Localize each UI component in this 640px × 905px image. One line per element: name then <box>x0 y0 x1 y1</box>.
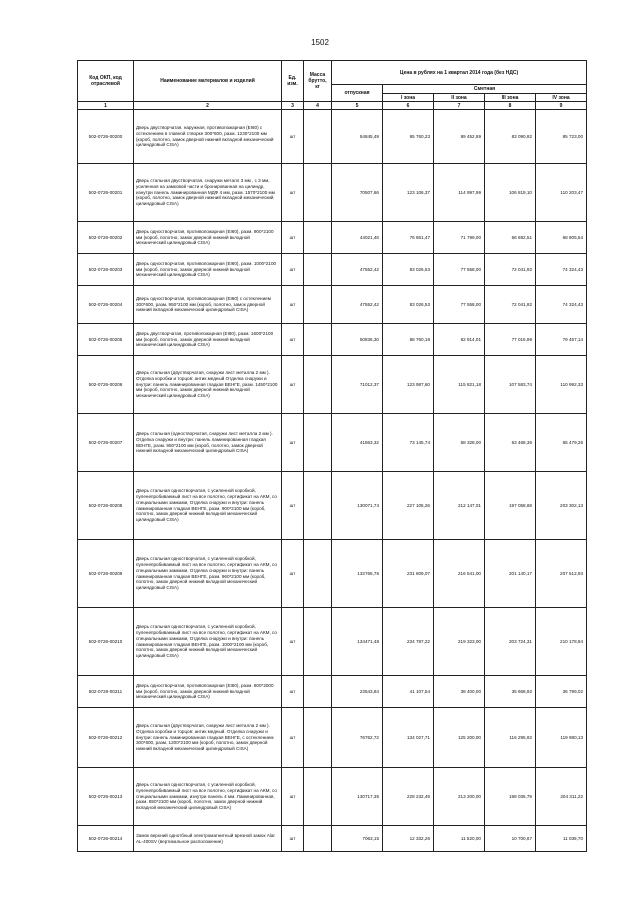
cell-name: Дверь двустворчатая, противопожарная (EI60), разм. 1600*2100 мм (короб, полотно, замок дверной нижний вкладной механический цилиндровый CISA) <box>134 324 282 356</box>
cell-code: 502-0726-00214 <box>78 826 134 852</box>
cell-z4: 36 799,02 <box>536 676 587 708</box>
cell-name: Дверь стальная (двустворчатая, снаружи лист металла 2 мм ). Отделка коробки и торцов: антик медный. Отделка снаружи и внутри: панель ламинированная гладкая ВЕНГЕ, с остеклением 300*600, разм. 1200*2100 мм (короб, полотно, замок дверной нижний вкладной механический цилиндровый CISA) <box>134 708 282 768</box>
table-row <box>78 414 587 472</box>
cell-z3: 72 041,92 <box>485 286 536 324</box>
cell-z4: 11 039,70 <box>536 826 587 852</box>
table-row <box>78 164 587 222</box>
cell-code: 502-0726-00206 <box>78 356 134 414</box>
cell-z3: 197 058,69 <box>485 472 536 540</box>
cell-unit: шт <box>282 414 304 472</box>
cell-z3: 63 468,36 <box>485 414 536 472</box>
cell-mass <box>304 164 332 222</box>
cell-release: 47552,42 <box>332 286 383 324</box>
header-zone-1: I зона <box>383 94 434 102</box>
cell-z2: 89 452,69 <box>434 110 485 164</box>
cell-z4: 65 479,26 <box>536 414 587 472</box>
cell-z3: 72 041,92 <box>485 254 536 286</box>
cell-release: 47552,42 <box>332 254 383 286</box>
cell-unit: шт <box>282 324 304 356</box>
cell-code: 502-0726-00202 <box>78 222 134 254</box>
header-release: отпускная <box>332 85 383 102</box>
cell-unit: шт <box>282 222 304 254</box>
cell-name: Дверь стальная одностворчатая, с усиленной коробкой, пуленепробиваемый лист на все полотно, сертификат на АКМ, со специальными замками, Отделка снаружи и внутри: панель ламинированная гладкая ВЕНГЕ, разм. 960*2100 мм (короб, полотно, замок дверной нижний вкладной механический цилиндровый CISA) <box>134 540 282 608</box>
table-row <box>78 324 587 356</box>
table-row <box>78 222 587 254</box>
cell-z3: 201 140,17 <box>485 540 536 608</box>
cell-z1: 12 332,26 <box>383 826 434 852</box>
cell-name: Дверь стальная одностворчатая, с усиленной коробкой, пуленепробиваемый лист на все полотно, сертификат на АКМ, со специальными замками, Отделка снаружи и внутри: панель ламинированная гладкая ВЕНГЕ, разм. 1000*2100 мм (короб, полотно, замок дверной нижний вкладной механический цилиндровый CISA) <box>134 608 282 676</box>
cell-code: 502-0726-00205 <box>78 324 134 356</box>
table-row <box>78 608 587 676</box>
cell-release: 7063,15 <box>332 826 383 852</box>
cell-z4: 119 980,13 <box>536 708 587 768</box>
cell-z1: 76 861,47 <box>383 222 434 254</box>
cell-unit: шт <box>282 356 304 414</box>
cell-mass <box>304 826 332 852</box>
cell-mass <box>304 414 332 472</box>
cell-name: Дверь стальная (двустворчатая, снаружи лист металла 2 мм ). Отделка коробки и торцов: антик медный Отделка снаружи и внутри: панель ламинированная гладкая ВЕНГЕ, разм. 1450*2100 мм (короб, полотно, замок дверной нижний вкладной механический цилиндровый CISA) <box>134 356 282 414</box>
cell-unit: шт <box>282 608 304 676</box>
column-number: 5 <box>332 102 383 110</box>
cell-name: Дверь двустворчатая, наружная, противопожарная (EI60) с остеклением в главной створке 300*600, разм. 1230*2100 мм (короб, полотно, замок дверной нижний вкладной механический цилиндровый CISA) <box>134 110 282 164</box>
cell-release: 71012,37 <box>332 356 383 414</box>
cell-mass <box>304 768 332 826</box>
table-row <box>78 356 587 414</box>
cell-release: 23543,84 <box>332 676 383 708</box>
cell-code: 502-0726-00201 <box>78 164 134 222</box>
cell-z2: 77 558,00 <box>434 286 485 324</box>
cell-name: Дверь стальная двустворчатая, снаружи металл 3 мм , с 3 мм, усиленная на замковой части и бронированная на цилиндр, изнутри панель ламинированная МДФ 4 мм, разм. 1570*2100 мм (короб, полотно, замок дверной нижний вкладной механический цилиндровый CISA) <box>134 164 282 222</box>
cell-release: 130717,35 <box>332 768 383 826</box>
cell-z3: 77 016,99 <box>485 324 536 356</box>
table-row <box>78 286 587 324</box>
cell-z1: 41 107,54 <box>383 676 434 708</box>
cell-z1: 231 809,07 <box>383 540 434 608</box>
cell-z1: 95 760,23 <box>383 110 434 164</box>
cell-unit: шт <box>282 768 304 826</box>
page-number: 1502 <box>311 38 329 47</box>
cell-z3: 107 583,74 <box>485 356 536 414</box>
cell-unit: шт <box>282 254 304 286</box>
cell-release: 44021,46 <box>332 222 383 254</box>
header-price-group: Цена в рублях на 1 квартал 2014 года (без НДС) <box>332 61 587 85</box>
cell-z1: 83 026,53 <box>383 254 434 286</box>
cell-mass <box>304 472 332 540</box>
table-row <box>78 676 587 708</box>
cell-z1: 83 026,53 <box>383 286 434 324</box>
cell-mass <box>304 324 332 356</box>
cell-code: 502-0726-00204 <box>78 286 134 324</box>
cell-release: 130071,74 <box>332 472 383 540</box>
cell-unit: шт <box>282 676 304 708</box>
cell-unit: шт <box>282 540 304 608</box>
cell-z2: 71 799,00 <box>434 222 485 254</box>
cell-release: 50836,30 <box>332 324 383 356</box>
cell-release: 70507,66 <box>332 164 383 222</box>
cell-z1: 88 760,18 <box>383 324 434 356</box>
cell-code: 502-0726-00213 <box>78 768 134 826</box>
table-row <box>78 110 587 164</box>
cell-mass <box>304 254 332 286</box>
price-table <box>77 60 587 852</box>
column-number: 7 <box>434 102 485 110</box>
cell-code: 502-0726-00212 <box>78 708 134 768</box>
cell-name: Дверь одностворчатая, противопожарная (EI60), разм. 800*2000 мм (короб, полотно, замок дверной нижний вкладной механический цилиндровый CISA) <box>134 676 282 708</box>
cell-z2: 77 558,00 <box>434 254 485 286</box>
cell-code: 502-0726-00211 <box>78 676 134 708</box>
cell-mass <box>304 540 332 608</box>
cell-z3: 203 724,31 <box>485 608 536 676</box>
cell-code: 502-0726-00203 <box>78 254 134 286</box>
cell-z2: 114 997,99 <box>434 164 485 222</box>
header-mass: Масса брутто, кг <box>304 61 332 102</box>
cell-z2: 82 914,01 <box>434 324 485 356</box>
cell-z3: 10 700,67 <box>485 826 536 852</box>
cell-z1: 134 027,71 <box>383 708 434 768</box>
cell-code: 502-0726-00209 <box>78 540 134 608</box>
cell-code: 502-0726-00200 <box>78 110 134 164</box>
cell-code: 502-0726-00208 <box>78 472 134 540</box>
cell-name: Замок верхний однотбный электромагнитный врезной замок Alar AL-400SV (вертикальное расположение) <box>134 826 282 852</box>
cell-mass <box>304 286 332 324</box>
cell-code: 502-0726-00210 <box>78 608 134 676</box>
cell-z2: 68 328,00 <box>434 414 485 472</box>
cell-z1: 123 106,37 <box>383 164 434 222</box>
cell-z4: 85 723,00 <box>536 110 587 164</box>
header-zone-2: II зона <box>434 94 485 102</box>
cell-z1: 123 987,60 <box>383 356 434 414</box>
cell-unit: шт <box>282 110 304 164</box>
table-row <box>78 472 587 540</box>
cell-name: Дверь одностворчатая, противопожарная (EI60) с остеклением 300*600, разм. 950*2100 мм (короб, полотно, замок дверной нижний вкладной механический цилиндровый CISA) <box>134 286 282 324</box>
cell-release: 132765,76 <box>332 540 383 608</box>
cell-release: 54845,49 <box>332 110 383 164</box>
cell-unit: шт <box>282 826 304 852</box>
cell-z4: 74 324,43 <box>536 254 587 286</box>
cell-z2: 125 200,00 <box>434 708 485 768</box>
cell-z4: 207 512,93 <box>536 540 587 608</box>
header-code: Код ОКП, код отраслевой <box>78 61 134 102</box>
header-zone-3: III зона <box>485 94 536 102</box>
cell-name: Дверь одностворчатая, противопожарная (EI60), разм. 900*2100 мм (короб, полотно, замок дверной нижний вкладной механический цилиндровый CISA) <box>134 222 282 254</box>
cell-z3: 106 819,10 <box>485 164 536 222</box>
header-name: Наименование материалов и изделий <box>134 61 282 102</box>
cell-z4: 79 457,14 <box>536 324 587 356</box>
cell-release: 41863,32 <box>332 414 383 472</box>
header-zone-4: IV зона <box>536 94 587 102</box>
cell-z4: 74 324,43 <box>536 286 587 324</box>
cell-z3: 116 295,92 <box>485 708 536 768</box>
cell-z3: 66 692,51 <box>485 222 536 254</box>
cell-z4: 210 178,94 <box>536 608 587 676</box>
cell-code: 502-0726-00207 <box>78 414 134 472</box>
cell-z3: 83 090,92 <box>485 110 536 164</box>
column-number: 6 <box>383 102 434 110</box>
cell-release: 76762,72 <box>332 708 383 768</box>
cell-z2: 38 400,00 <box>434 676 485 708</box>
table-row <box>78 826 587 852</box>
cell-z2: 219 323,00 <box>434 608 485 676</box>
cell-mass <box>304 676 332 708</box>
cell-z2: 212 147,01 <box>434 472 485 540</box>
cell-mass <box>304 222 332 254</box>
cell-mass <box>304 608 332 676</box>
cell-z1: 227 105,26 <box>383 472 434 540</box>
cell-z4: 204 311,22 <box>536 768 587 826</box>
column-number: 9 <box>536 102 587 110</box>
column-number: 3 <box>282 102 304 110</box>
header-unit: Ед. изм. <box>282 61 304 102</box>
cell-z4: 203 302,13 <box>536 472 587 540</box>
cell-name: Дверь стальная одностворчатая, с усиленной коробкой, пуленепробиваемый лист на все полотно, сертификат на АКМ, со специальными замками, изнутри панель 4 мм. Ламинированная, разм. 850*2100 мм (короб, полотно, замок дверной нижний вкладной механический цилиндровый CISA) <box>134 768 282 826</box>
cell-mass <box>304 708 332 768</box>
cell-z3: 198 035,79 <box>485 768 536 826</box>
column-number: 1 <box>78 102 134 110</box>
cell-z4: 110 992,33 <box>536 356 587 414</box>
cell-name: Дверь одностворчатая, противопожарная (EI60), разм. 1000*2100 мм (короб, полотно, замок дверной нижний вкладной механический цилиндровый CISA) <box>134 254 282 286</box>
header-estimate: Сметная <box>383 85 587 94</box>
cell-unit: шт <box>282 708 304 768</box>
cell-z2: 115 821,18 <box>434 356 485 414</box>
column-number: 8 <box>485 102 536 110</box>
cell-release: 134471,48 <box>332 608 383 676</box>
table-row <box>78 708 587 768</box>
cell-mass <box>304 356 332 414</box>
cell-z2: 213 200,00 <box>434 768 485 826</box>
cell-z1: 234 787,22 <box>383 608 434 676</box>
cell-z1: 228 232,49 <box>383 768 434 826</box>
table-row <box>78 540 587 608</box>
cell-z4: 68 805,54 <box>536 222 587 254</box>
table-row <box>78 768 587 826</box>
cell-mass <box>304 110 332 164</box>
cell-unit: шт <box>282 286 304 324</box>
cell-z1: 73 145,74 <box>383 414 434 472</box>
table-row <box>78 254 587 286</box>
cell-unit: шт <box>282 472 304 540</box>
cell-z2: 216 541,00 <box>434 540 485 608</box>
cell-z4: 110 203,47 <box>536 164 587 222</box>
cell-z3: 35 668,92 <box>485 676 536 708</box>
cell-z2: 11 520,00 <box>434 826 485 852</box>
column-number: 2 <box>134 102 282 110</box>
cell-name: Дверь стальная (одностворчатая, снаружи лист металла 2 мм ). Отделка снаружи и внутри: панель ламинированная гладкая ВЕНГЕ, разм. 950*2100 мм (короб, полотно, замок дверной нижний вкладной механический цилиндровый CISA) <box>134 414 282 472</box>
cell-name: Дверь стальная одностворчатая, с усиленной коробкой, пуленепробиваемый лист на все полотно, сертификат на АКМ, со специальными замками, Отделка снаружи и внутри: панель ламинированная гладкая ВЕНГЕ, разм. 900*2100 мм (короб, полотно, замок дверной нижний вкладной механический цилиндровый CISA) <box>134 472 282 540</box>
column-number: 4 <box>304 102 332 110</box>
cell-unit: шт <box>282 164 304 222</box>
